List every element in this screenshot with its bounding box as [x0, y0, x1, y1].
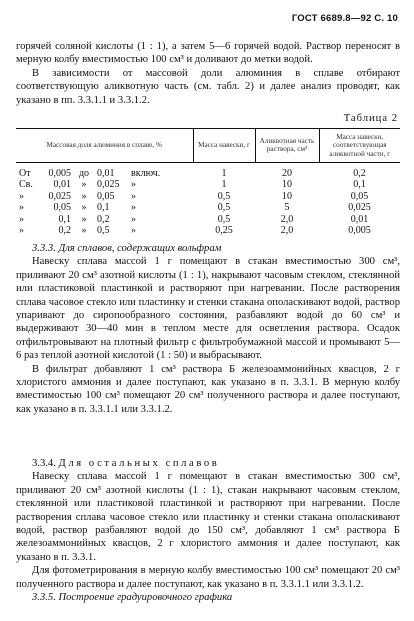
- range-suf: »: [131, 225, 136, 237]
- cell-al-range: [16, 202, 193, 214]
- section-3-3-4-paragraph-2: Для фотометрирования в мерную колбу вместимостью 100 см³ помещают 20 см³ полученного раствора и далее поступают, как указано в п. 3.3.1.1 или 3.3.1.2.: [16, 565, 400, 590]
- table-2: [16, 128, 400, 237]
- range-suf: »: [131, 213, 136, 225]
- cell-sample-mass: 0,5: [217, 213, 231, 225]
- table-body: [16, 162, 400, 237]
- page-header: ГОСТ 6689.8—92 С. 10: [291, 13, 398, 24]
- range-hi: 0,1: [97, 202, 110, 214]
- table-row: [16, 179, 400, 191]
- range-lo: 0,005: [48, 167, 71, 179]
- range-hi: 0,2: [97, 213, 110, 225]
- range-suf: »: [131, 190, 136, 202]
- cell-aliquot: 10: [282, 179, 292, 191]
- section-3-3-4-paragraph-1: Навеску сплава массой 1 г помещают в стакан вместимостью 300 см³, приливают 20 см³ азотной кислоты (1 : 1), стакан накрывают часовым стеклом, стеклянной или пластиковой пластинкой и растворяют при нагревании. После растворения сплава часовое стекло или пластинку и стенки стакана ополаскивают водой, раствор разбавляют водой до 150 см³, добавляют 1 см³ раствора Б железоаммонийных квасцов, 2 г хлористого аммония и далее поступают, как указано в п. 3.3.1.: [16, 471, 400, 563]
- intro-paragraph-1: горячей соляной кислоты (1 : 1), а затем 5—6 горячей водой. Раствор переносят в мерную колбу вместимостью 100 см³ и доливают до метки водой.: [16, 41, 400, 66]
- range-suf: »: [131, 202, 136, 214]
- range-hi: 0,025: [97, 179, 120, 191]
- range-hi: 0,01: [97, 167, 115, 179]
- range-mid: »: [81, 190, 87, 202]
- cell-sample-mass: 1: [221, 167, 227, 179]
- table-row: [16, 202, 400, 214]
- table-row: [16, 225, 400, 237]
- section-3-3-3: [16, 242, 400, 416]
- table-header-row: [16, 129, 400, 163]
- range-pre: »: [19, 213, 24, 225]
- cell-al-range: [16, 191, 193, 203]
- section-3-3-4-heading: Для остальных сплавов: [58, 458, 220, 469]
- table-header-sample-mass: Масса навески, г: [193, 129, 255, 163]
- cell-al-range: [16, 214, 193, 226]
- range-pre: Св.: [19, 179, 33, 191]
- cell-sample-mass: 0,25: [215, 225, 233, 237]
- range-pre: »: [19, 202, 24, 214]
- table-row: [16, 214, 400, 226]
- range-hi: 0,05: [97, 190, 115, 202]
- cell-equiv-mass: 0,2: [353, 167, 366, 179]
- cell-sample-mass: 0,5: [217, 202, 231, 214]
- cell-al-range: [16, 179, 193, 191]
- cell-aliquot: 2,0: [280, 213, 294, 225]
- range-suf: »: [131, 179, 136, 191]
- section-3-3-4-heading-line: [16, 457, 400, 470]
- range-lo: 0,1: [58, 213, 71, 225]
- table-header-al-fraction: Массовая доля алюминия в сплаве, %: [16, 129, 193, 163]
- intro-section: [16, 40, 400, 107]
- cell-equiv-mass: 0,025: [348, 202, 371, 214]
- range-mid: »: [81, 225, 87, 237]
- range-mid: »: [81, 213, 87, 225]
- intro-paragraph-2: В зависимости от массовой доли алюминия в сплаве отбирают соответствующую аликвотную часть (см. табл. 2) и далее анализ проводят, как указано в пп. 3.3.1.1 и 3.3.1.2.: [16, 67, 400, 106]
- cell-equiv-mass: 0,01: [350, 213, 369, 225]
- range-lo: 0,05: [53, 202, 71, 214]
- section-3-3-5-heading: 3.3.5. Построение градуировочного графика: [32, 592, 233, 604]
- range-hi: 0,5: [97, 225, 110, 237]
- table-row: [16, 162, 400, 179]
- cell-equiv-mass: 0,1: [353, 179, 366, 191]
- range-mid: »: [81, 179, 87, 191]
- range-pre: »: [19, 190, 24, 202]
- cell-sample-mass: 0,5: [217, 190, 231, 202]
- table-row: [16, 191, 400, 203]
- range-lo: 0,2: [58, 225, 71, 237]
- cell-sample-mass: 1: [221, 179, 227, 191]
- range-mid: до: [78, 167, 90, 179]
- range-lo: 0,01: [53, 179, 71, 191]
- cell-al-range: [16, 162, 193, 179]
- range-pre: От: [19, 167, 31, 179]
- range-pre: »: [19, 225, 24, 237]
- section-3-3-3-paragraph-2: В фильтрат добавляют 1 см³ раствора Б железоаммонийных квасцов, 2 г хлористого аммония и далее поступают, как указано в п. 3.3.1. В мерную колбу вместимостью 100 см³ помещают 20 см³ полученного раствора и далее поступают, как указано в п. 3.3.1.1 или 3.3.1.2.: [16, 363, 400, 415]
- cell-aliquot: 20: [282, 167, 292, 179]
- table-header-equiv-mass: Масса навески, соответствующая аликвотной части, г: [319, 129, 400, 163]
- range-lo: 0,025: [48, 190, 71, 202]
- section-3-3-4: [16, 457, 400, 604]
- table-caption: Таблица 2: [343, 113, 398, 124]
- cell-aliquot: 5: [284, 202, 290, 214]
- cell-al-range: [16, 225, 193, 237]
- cell-equiv-mass: 0,05: [350, 190, 369, 202]
- table-header-aliquot: Аликвотная часть раствора, см³: [255, 129, 319, 163]
- section-3-3-4-number: 3.3.4.: [32, 458, 56, 469]
- section-3-3-3-heading: 3.3.3. Для сплавов, содержащих вольфрам: [32, 243, 222, 254]
- section-3-3-3-paragraph-1: Навеску сплава массой 1 г помещают в стакан вместимостью 300 см³, приливают 20 см³ азотной кислоты (1 : 1), накрывают часовым стеклом, стеклянной или пластиковой пластинкой и растворяют при нагревании. После растворения сплава часовое стекло или пластинку и стенки стакана ополаскивают водой, раствор упаривают до сиропообразного состояния, разбавляют водой до 60 см³ и выдерживают 30—40 мин в теплом месте для осветления раствора. Осадок отфильтровывают на плотный фильтр с фильтробумажной массой и промывают 5—6 раз теплой азотной кислотой (1 : 50) и выбрасывают.: [16, 256, 400, 362]
- cell-equiv-mass: 0,005: [348, 225, 371, 237]
- cell-aliquot: 10: [282, 190, 292, 202]
- cell-aliquot: 2,0: [280, 225, 294, 237]
- range-suf: включ.: [131, 167, 161, 179]
- range-mid: »: [81, 202, 87, 214]
